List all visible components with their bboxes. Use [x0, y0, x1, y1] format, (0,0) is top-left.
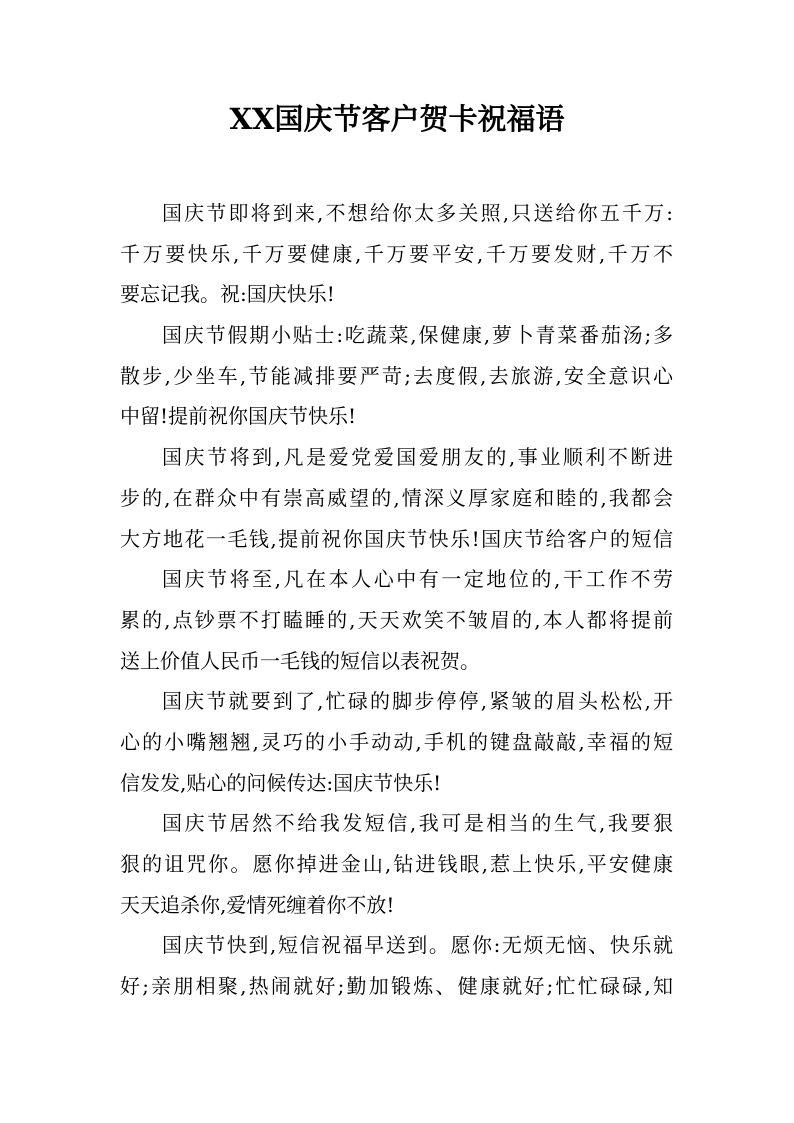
paragraph-line: 中留!提前祝你国庆节快乐! [120, 404, 357, 429]
paragraph-line: 信发发,贴心的问候传达:国庆节快乐! [120, 770, 442, 795]
paragraph-line: 国庆节快到,短信祝福早送到。愿你:无烦无恼、快乐就 [162, 933, 673, 958]
paragraph-line: 国庆节居然不给我发短信,我可是相当的生气,我要狠 [162, 811, 673, 836]
paragraph-line: 好;亲朋相聚,热闹就好;勤加锻炼、健康就好;忙忙碌碌,知 [120, 974, 673, 999]
paragraph-4 [120, 559, 673, 681]
paragraph-line: 国庆节就要到了,忙碌的脚步停停,紧皱的眉头松松,开 [162, 689, 673, 714]
paragraph-line: 国庆节将到,凡是爱党爱国爱朋友的,事业顺利不断进 [162, 445, 673, 470]
paragraph-5 [120, 681, 673, 803]
paragraph-line: 狠的诅咒你。愿你掉进金山,钻进钱眼,惹上快乐,平安健康 [120, 852, 673, 876]
paragraph-7 [120, 925, 673, 1006]
paragraph-line: 要忘记我。祝:国庆快乐! [120, 282, 335, 307]
paragraph-1 [120, 193, 673, 315]
paragraph-line: 步的,在群众中有崇高威望的,情深义厚家庭和睦的,我都会 [120, 485, 673, 510]
paragraph-line: 心的小嘴翘翘,灵巧的小手动动,手机的键盘敲敲,幸福的短 [120, 729, 673, 754]
paragraph-line: 国庆节即将到来,不想给你太多关照,只送给你五千万: [162, 201, 673, 225]
document-body [120, 193, 673, 1007]
document-title: XX国庆节客户贺卡祝福语 [229, 102, 565, 136]
paragraph-6 [120, 803, 673, 925]
paragraph-line: 千万要快乐,千万要健康,千万要平安,千万要发财,千万不 [120, 241, 673, 266]
paragraph-line: 累的,点钞票不打瞌睡的,天天欢笑不皱眉的,本人都将提前 [120, 607, 673, 632]
paragraph-2 [120, 315, 673, 437]
paragraph-line: 大方地花一毛钱,提前祝你国庆节快乐!国庆节给客户的短信 [120, 526, 673, 551]
paragraph-line: 天天追杀你,爱情死缠着你不放! [120, 892, 395, 917]
paragraph-line: 散步,少坐车,节能减排要严苛;去度假,去旅游,安全意识心 [120, 363, 673, 388]
paragraph-line: 国庆节将至,凡在本人心中有一定地位的,干工作不劳 [162, 567, 673, 592]
paragraph-line: 送上价值人民币一毛钱的短信以表祝贺。 [120, 648, 480, 673]
paragraph-line: 国庆节假期小贴士:吃蔬菜,保健康,萝卜青菜番茄汤;多 [162, 323, 673, 348]
paragraph-3 [120, 437, 673, 559]
